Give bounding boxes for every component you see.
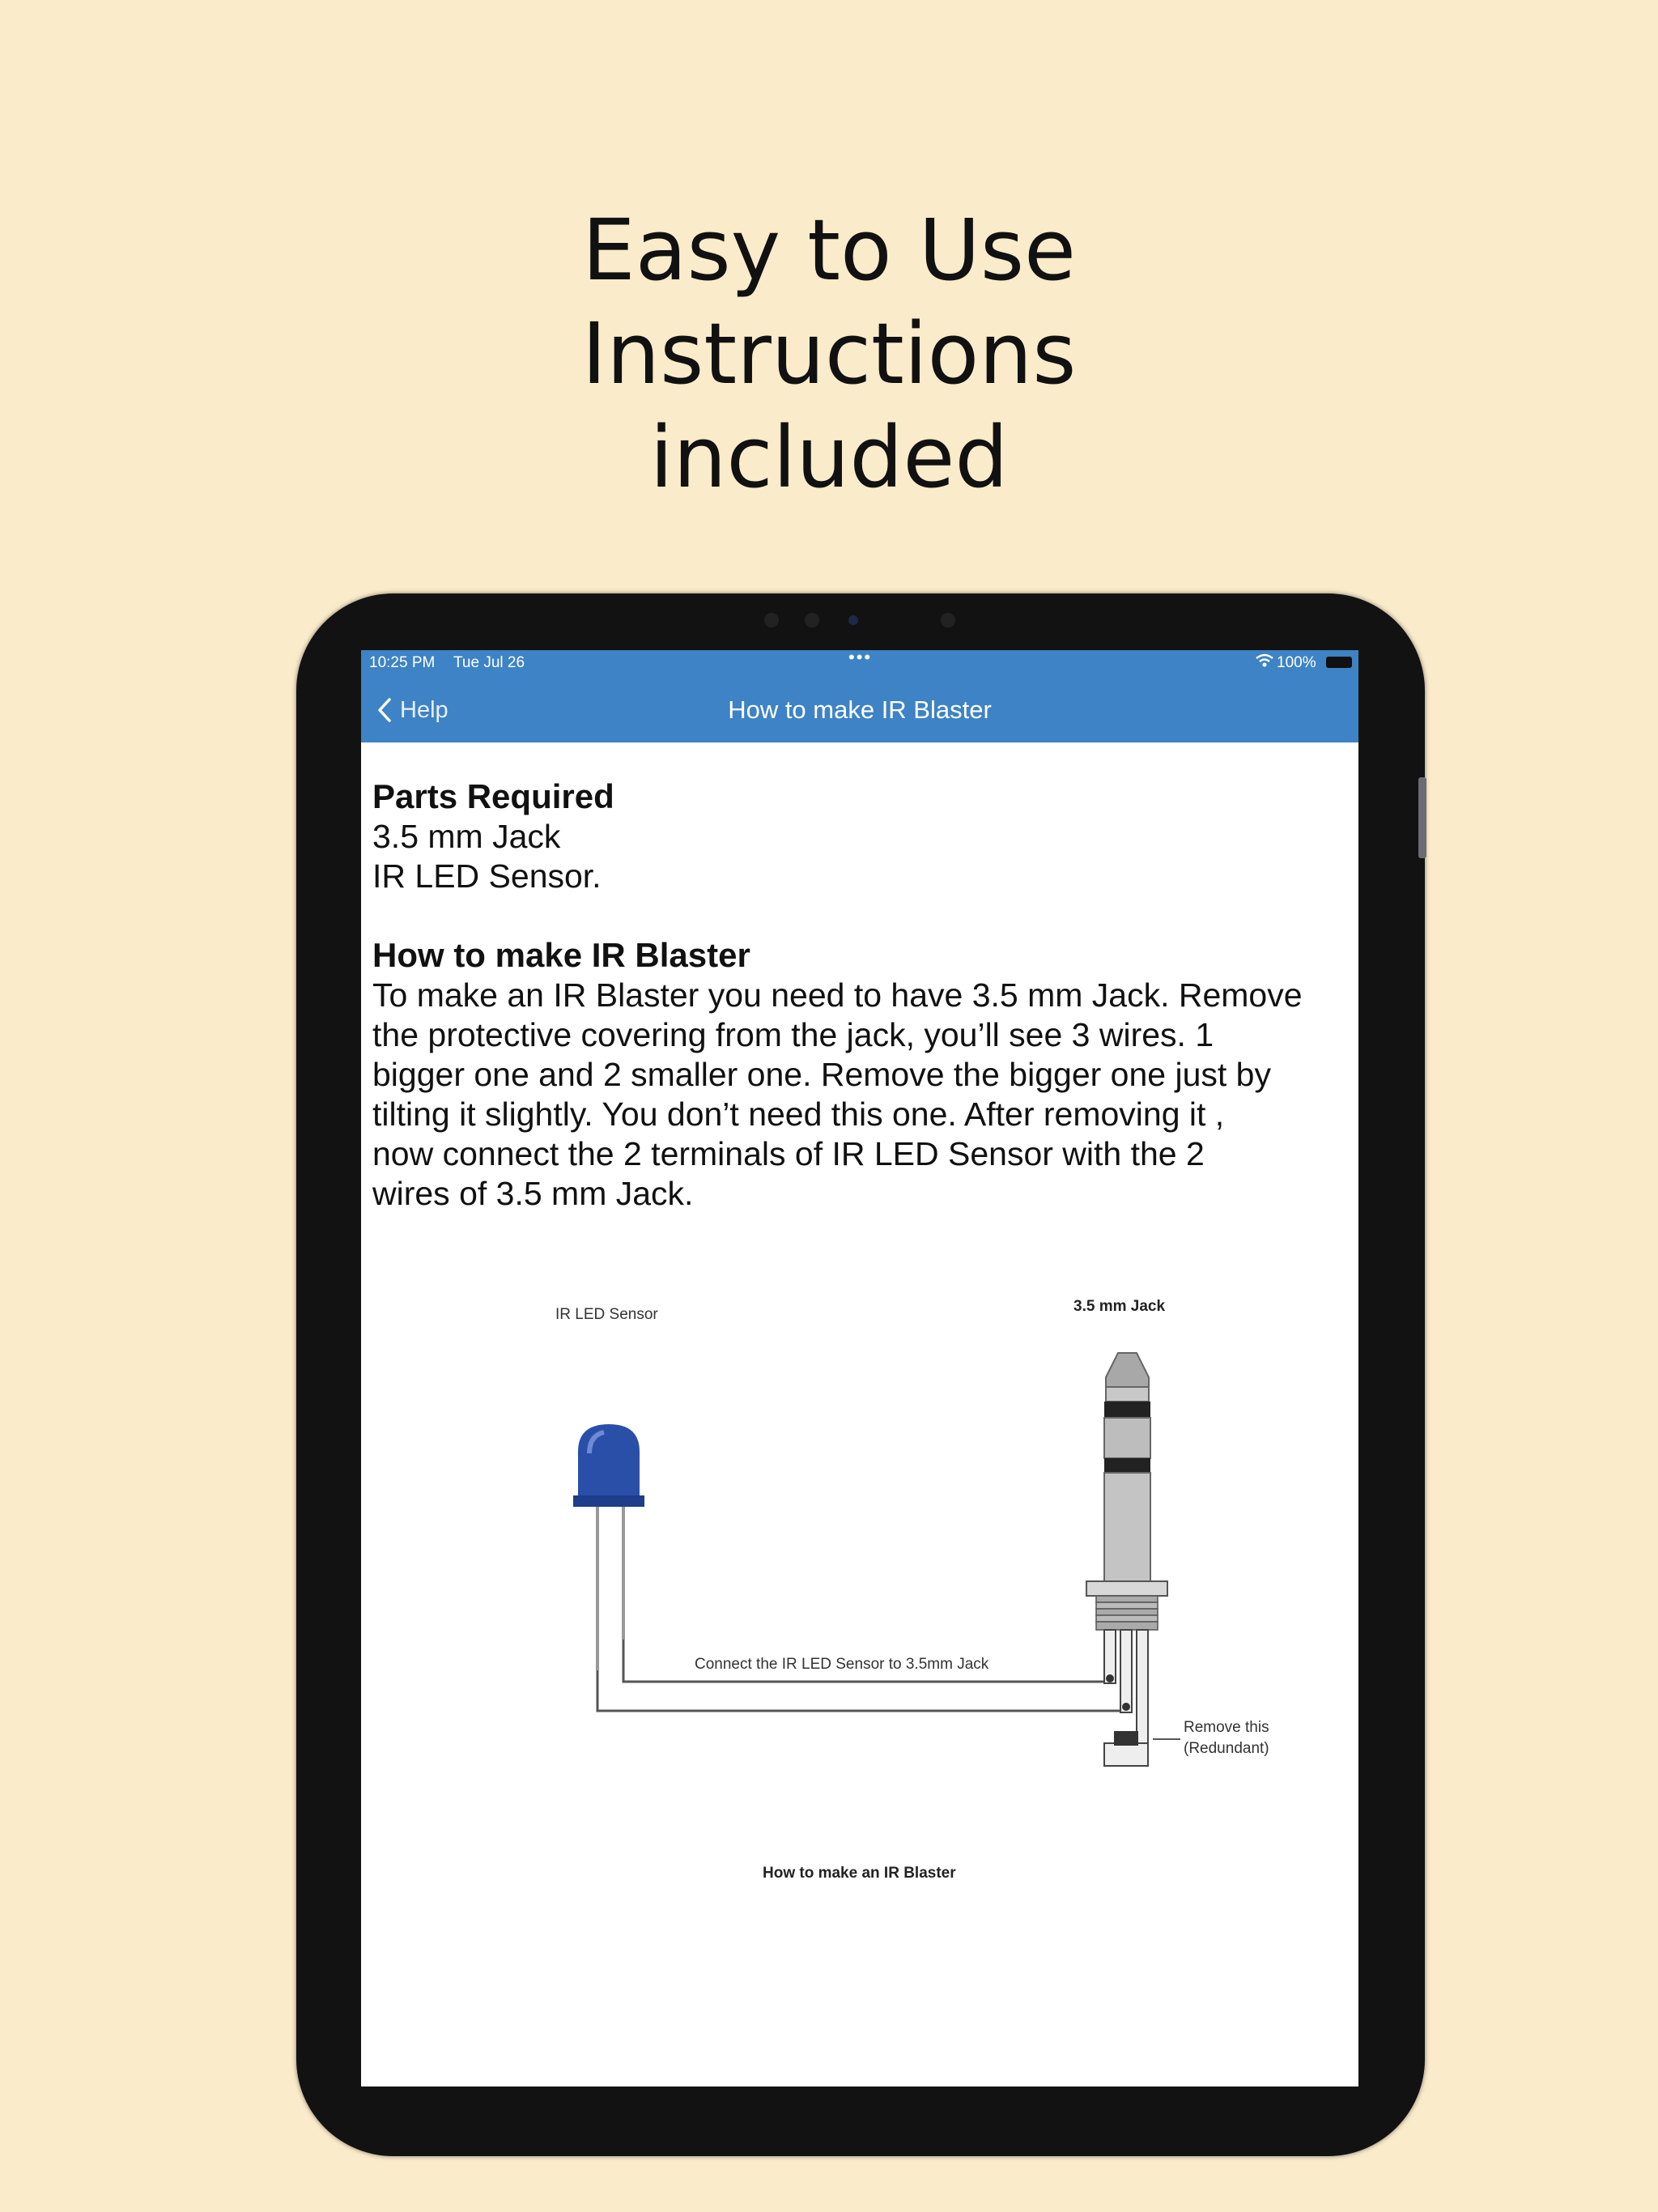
- headline-line-1: Easy to Use: [582, 201, 1076, 300]
- parts-heading: Parts Required: [372, 777, 614, 815]
- ir-blaster-diagram: [361, 1266, 1358, 1767]
- paragraph-line: tilting it slightly. You don’t need this one. After removing it ,: [372, 1095, 1225, 1133]
- paragraph-line: bigger one and 2 smaller one. Remove the bigger one just by: [372, 1056, 1271, 1093]
- audio-jack-icon: [1086, 1353, 1167, 1766]
- camera-sensor: [941, 613, 955, 627]
- tablet-side-button: [1418, 777, 1426, 858]
- headline-line-2: Instructions: [581, 304, 1077, 403]
- paragraph-line: To make an IR Blaster you need to have 3.5 mm Jack. Remove: [372, 976, 1303, 1014]
- status-bar: [361, 650, 1358, 676]
- ir-led-icon: [573, 1424, 644, 1670]
- part-item: 3.5 mm Jack: [372, 818, 561, 855]
- battery-percent: 100%: [1277, 654, 1316, 671]
- back-button-label: Help: [400, 696, 449, 723]
- led-label: IR LED Sensor: [555, 1306, 658, 1323]
- multitasking-dots-icon[interactable]: •••: [848, 650, 873, 667]
- jack-label: 3.5 mm Jack: [1073, 1298, 1166, 1315]
- nav-title: How to make IR Blaster: [728, 696, 992, 724]
- paragraph-line: the protective covering from the jack, you’ll see 3 wires. 1: [372, 1016, 1214, 1053]
- diagram-caption: How to make an IR Blaster: [763, 1865, 956, 1882]
- paragraph-line: wires of 3.5 mm Jack.: [372, 1175, 694, 1212]
- battery-icon: [1326, 657, 1352, 668]
- howto-heading: How to make IR Blaster: [372, 936, 750, 974]
- paragraph-line: now connect the 2 terminals of IR LED Sensor with the 2: [372, 1135, 1205, 1172]
- camera-lens: [848, 615, 858, 625]
- remove-label: Remove this: [1184, 1719, 1269, 1736]
- wiring-diagram: [361, 1266, 1358, 1767]
- app-screen: [361, 650, 1358, 2087]
- howto-paragraph: [372, 976, 1352, 1214]
- part-item: IR LED Sensor.: [372, 857, 602, 895]
- camera-sensor: [805, 613, 819, 627]
- camera-bar: [753, 610, 971, 630]
- headline-line-3: included: [649, 408, 1009, 507]
- wifi-icon: [1255, 653, 1274, 668]
- status-date: Tue Jul 26: [453, 654, 525, 671]
- redundant-label: (Redundant): [1184, 1740, 1269, 1757]
- camera-sensor: [764, 613, 779, 627]
- connect-label: Connect the IR LED Sensor to 3.5mm Jack: [695, 1656, 989, 1673]
- navigation-bar: [361, 676, 1358, 742]
- instructions-content: [372, 776, 1352, 1214]
- promo-headline: [0, 198, 1658, 509]
- status-time: 10:25 PM: [369, 654, 436, 671]
